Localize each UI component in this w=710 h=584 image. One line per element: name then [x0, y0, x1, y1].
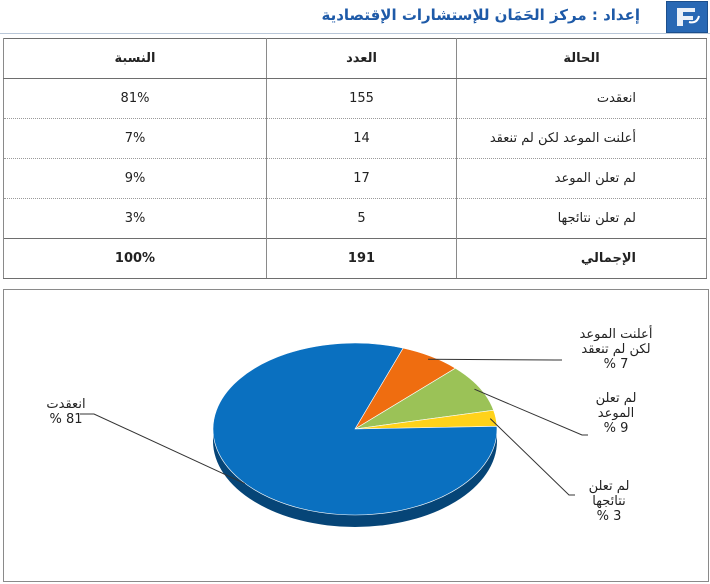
- slice-label-results-not-announced: لم تعلن نتائجها 3 %: [588, 479, 630, 524]
- table-row: [4, 79, 707, 119]
- cell-status: أعلنت الموعد لكن لم تنعقد: [457, 119, 707, 159]
- column-header-status: الحالة: [457, 39, 707, 79]
- table-header-row: [4, 39, 707, 79]
- cell-percent: 3%: [4, 199, 267, 239]
- cell-total-status: الإجمالي: [457, 239, 707, 279]
- hammam-center-logo-icon: [666, 1, 708, 33]
- table-row: [4, 119, 707, 159]
- slice-label-announced-not-held: أعلنت الموعد لكن لم تنعقد 7 %: [579, 327, 653, 372]
- table-row: [4, 159, 707, 199]
- cell-percent: 9%: [4, 159, 267, 199]
- leader-line-results-not-announced: [490, 419, 575, 495]
- pie-chart-frame: [3, 289, 709, 582]
- statistics-table: [3, 38, 707, 279]
- cell-count: 14: [267, 119, 457, 159]
- cell-count: 17: [267, 159, 457, 199]
- header-title: إعداد : مركز الحَمَان للإستشارات الإقتصادية: [321, 6, 640, 24]
- cell-count: 5: [267, 199, 457, 239]
- pie-chart: [4, 290, 708, 581]
- column-header-count: العدد: [267, 39, 457, 79]
- column-header-percent: النسبة: [4, 39, 267, 79]
- cell-total-percent: 100%: [4, 239, 267, 279]
- cell-percent: 81%: [4, 79, 267, 119]
- cell-status: لم تعلن الموعد: [457, 159, 707, 199]
- leader-line-announced-not-held: [428, 359, 562, 360]
- table-row: [4, 199, 707, 239]
- slice-label-not-announced: لم تعلن الموعد 9 %: [595, 391, 637, 436]
- cell-count: 155: [267, 79, 457, 119]
- slice-label-held: انعقدت 81 %: [46, 397, 86, 427]
- header-banner: [0, 0, 710, 34]
- cell-status: لم تعلن نتائجها: [457, 199, 707, 239]
- cell-status: انعقدت: [457, 79, 707, 119]
- cell-total-count: 191: [267, 239, 457, 279]
- cell-percent: 7%: [4, 119, 267, 159]
- table-total-row: [4, 239, 707, 279]
